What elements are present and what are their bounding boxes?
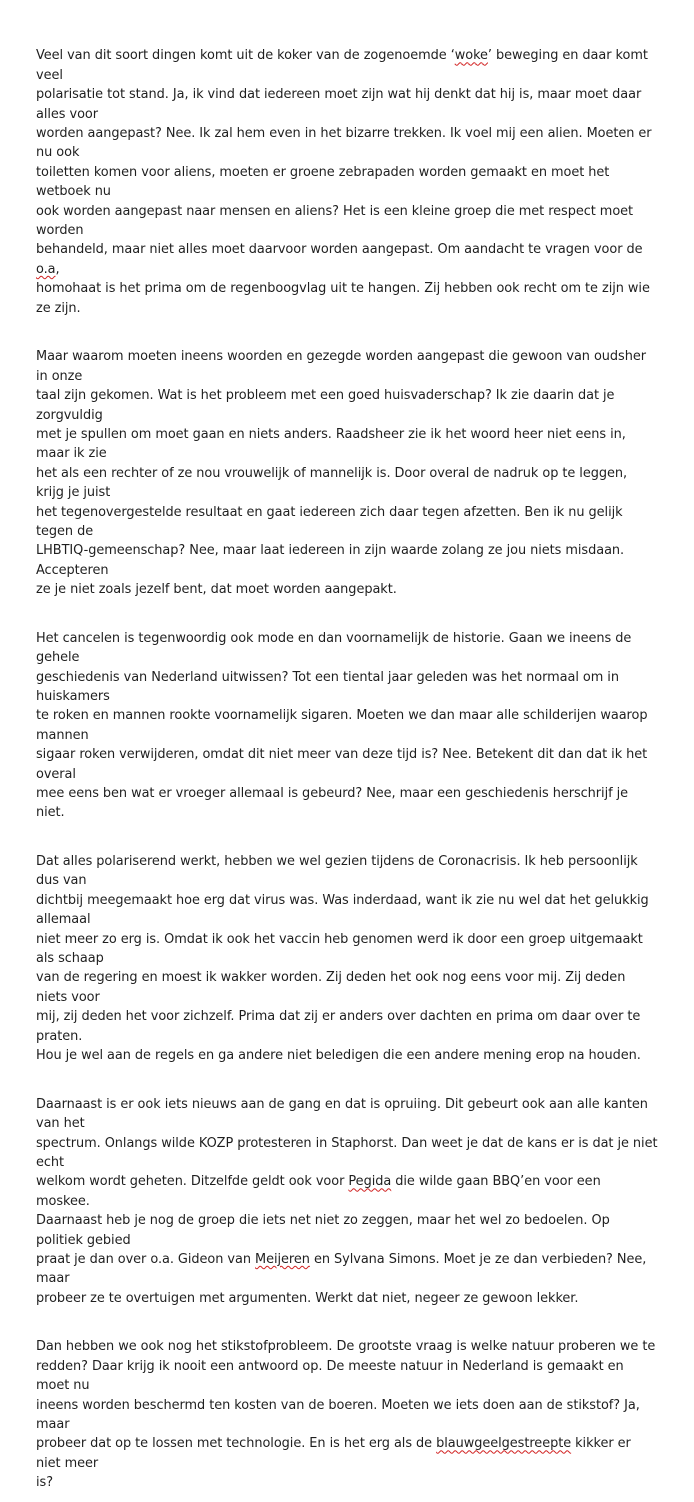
paragraph-stikstof [36,1318,658,1493]
text-segment: , homohaat is het prima om de regenboogvlag uit te hangen. Zij hebben ook recht om te zijn wie ze zijn. [36,261,650,316]
text-segment: Daarnaast is er ook iets nieuws aan de gang en dat is opruiing. Dit gebeurt ook aan alle kanten van het spectrum. Onlangs wilde KOZP protesteren in Staphorst. Dan weet je dat de kans er is dat je niet echt welkom wordt geheten. Ditzelfde geldt ook voor [36,1096,658,1190]
paragraph-corona [36,833,658,1066]
text-segment: Dan hebben we ook nog het stikstofprobleem. De grootste vraag is welke natuur proberen we te redden? Daar krijg ik nooit een antwoord op. De meeste natuur in Nederland is gemaakt en moet nu ineens worden beschermd ten kosten van de boeren. Moeten we iets doen aan de stikstof? Ja, maar probeer dat op te lossen met technologie. En is het erg als de [36,1339,656,1452]
text-segment: kikker er niet meer is? [36,1436,631,1491]
paragraph-opruiing [36,1075,658,1308]
text-segment: Het cancelen is tegenwoordig ook mode en dan voornamelijk de historie. Gaan we ineens de gehele geschiedenis van Nederland uitwissen? Tot een tiental jaar geleden was het normaal om in huiskamers te roken en mannen rookte voornamelijk sigaren. Moeten we dan maar alle schilderijen waarop mannen sigaar roken verwijderen, omdat dit niet meer van deze tijd is? Nee. Betekent dit dan dat ik het overal mee eens ben wat er vroeger allemaal is gebeurd? Nee, maar een geschiedenis herschrijf je niet. [36,630,648,821]
text-segment: en Sylvana Simons. Moet je ze dan verbieden? Nee, maar probeer ze te overtuigen met argumenten. Werkt dat niet, negeer ze gewoon lekker. [36,1251,647,1306]
paragraph-woke [36,27,658,318]
spelling-error-word[interactable]: woke [454,48,488,64]
document-page [36,27,658,1502]
text-segment: die wilde gaan BBQ’en voor een moskee. Daarnaast heb je nog de groep die iets net niet zo zeggen, maar het wel zo bedoelen. Op politiek gebied praat je dan over o.a. Gideon van [36,1174,610,1267]
text-segment: Maar waarom moeten ineens woorden en gezegde worden aangepast die gewoon van oudsher in onze taal zijn gekomen. Wat is het probleem met een goed huisvaderschap? Ik zie daarin dat je zorgvuldig met je spullen om moet gaan en niets anders. Raadsheer zie ik het woord heer niet eens in, maar ik zie het als een rechter of ze nou vrouwelijk of mannelijk is. Door overal de nadruk op te leggen, krijg je juist het tegenovergestelde resultaat en gaat iedereen zich daar tegen afzetten. Ben ik nu gelijk tegen de LHBTIQ-gemeenschap? Nee, maar laat iedereen in zijn waarde zolang ze jou niets misdaan. Accepteren ze je niet zoals jezelf bent, dat moet worden aangepakt. [36,349,646,598]
paragraph-language [36,328,658,600]
text-segment: Dat alles polariserend werkt, hebben we wel gezien tijdens de Coronacrisis. Ik heb persoonlijk dus van dichtbij meegemaakt hoe erg dat virus was. Was inderdaad, want ik zie nu wel dat het gelukkig allemaal niet meer zo erg is. Omdat ik ook het vaccin heb genomen werd ik door een groep uitgemaakt als schaap van de regering en moest ik wakker worden. Zij deden het ook nog eens voor mij. Zij deden niets voor mij, zij deden het voor zichzelf. Prima dat zij er anders over dachten en prima om daar over te praten. Hou je wel aan de regels en ga andere niet beledigen die een andere mening erop na houden. [36,854,649,1064]
text-segment: ’ beweging en daar komt veel polarisatie tot stand. Ja, ik vind dat iedereen moet zijn wat hij denkt dat hij is, maar moet daar alles voor worden aangepast? Nee. Ik zal hem even in het bizarre trekken. Ik voel mij een alien. Moeten er nu ook toiletten komen voor aliens, moeten er groene zebrapaden worden gemaakt en moet het wetboek nu ook worden aangepast naar mensen en aliens? Het is een kleine groep die met respect moet worden behandeld, maar niet alles moet daarvoor worden aangepast. Om aandacht te vragen voor de [36,48,652,258]
spelling-error-word[interactable]: Meijeren [255,1251,310,1267]
spelling-error-word[interactable]: Pegida [348,1174,392,1190]
paragraph-cancel-culture [36,609,658,822]
spelling-error-word[interactable]: blauwgeelgestreepte [436,1436,572,1452]
spelling-error-word[interactable]: o.a [36,261,56,277]
text-segment: Veel van dit soort dingen komt uit de koker van de zogenoemde ‘ [36,48,455,64]
